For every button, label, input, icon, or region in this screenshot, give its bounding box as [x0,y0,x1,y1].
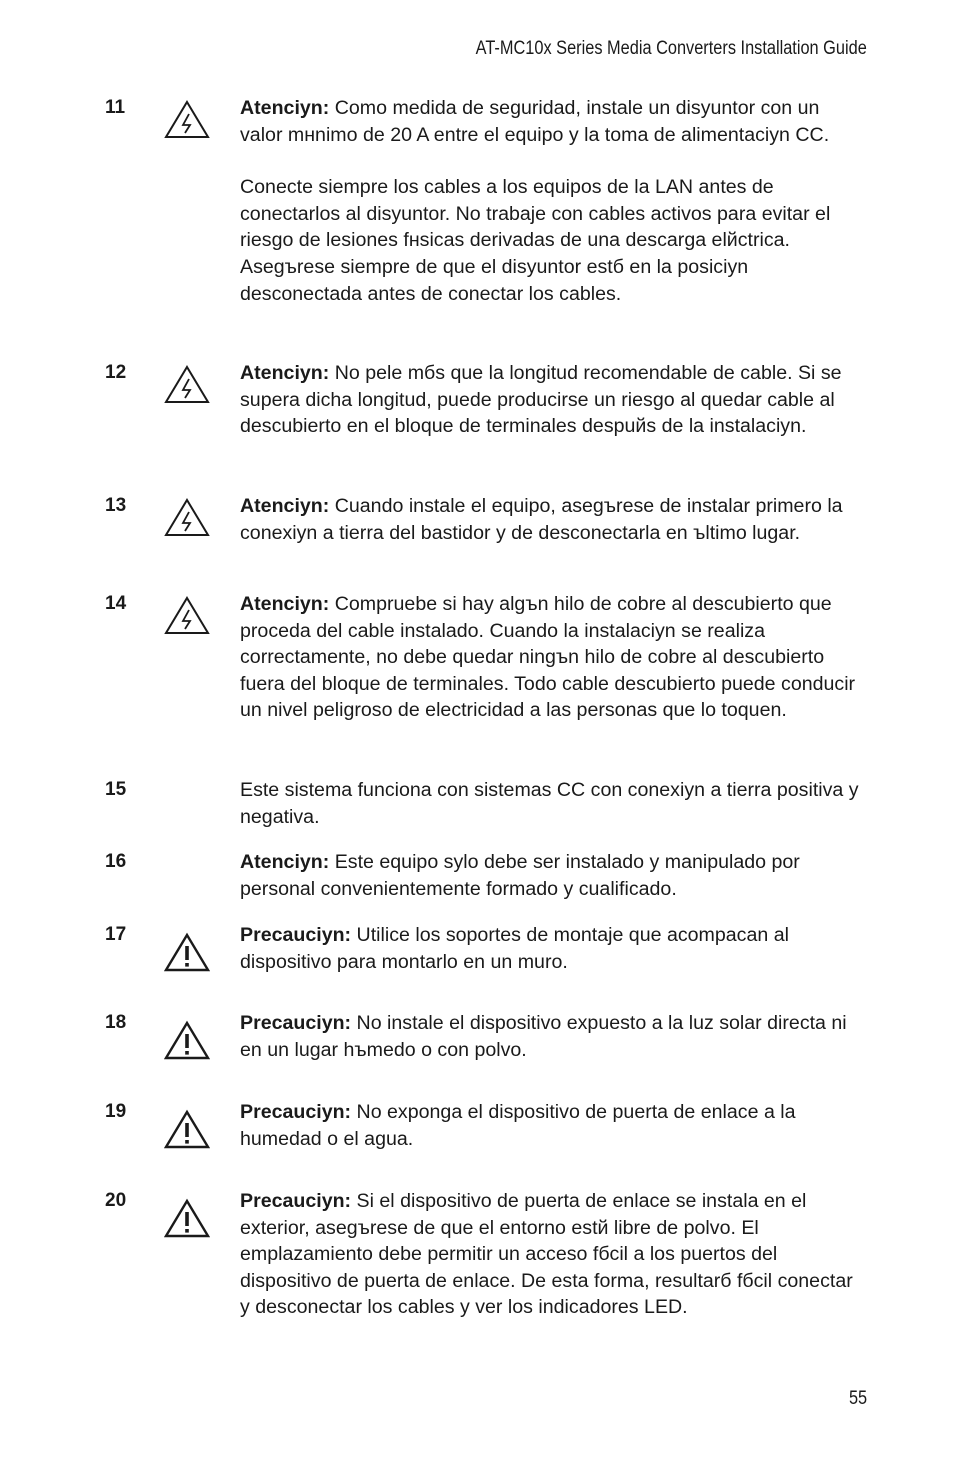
caution-icon [164,1020,210,1060]
item-number: 16 [105,851,127,872]
item-label: Atenciyn: [240,362,330,384]
electrical-warning-icon [164,99,210,139]
item-label: Precauciyn: [240,1012,352,1034]
item-body: Como medida de seguridad, instale un disyuntor con un valor mнnimo de 20 A entre el equipo y la toma de alimentaciyn CC. [240,97,830,146]
item-body: Compruebe si hay algъn hilo de cobre al descubierto que proceda del cable instalado. Cuando la instalaciyn se realiza correctamente, no debe quedar ningъn hilo de cobre al descubierto fuera del bloque de terminales. Todo cable descubierto puede conducir un nivel peligroso de electricidad a las personas que lo toquen. [240,593,856,722]
item-number: 13 [105,495,127,516]
item-extra-paragraph: Conecte siempre los cables a los equipos de la LAN antes de conectarlos al disyuntor. No trabaje con cables activos para evitar el riesgo de lesiones fнsicas derivadas de una descarga elйctrica. Asegъrese siempre de que el disyuntor estб en la posiciyn desconectada antes de conectar los cables. [240,176,831,305]
item-text [240,95,860,307]
item-text [240,1188,860,1321]
item-label: Atenciyn: [240,97,330,119]
item-text [240,922,860,975]
caution-icon [164,1109,210,1149]
item-number: 11 [105,97,126,118]
electrical-warning-icon [164,497,210,537]
item-body: Si el dispositivo de puerta de enlace se instala en el exterior, asegъrese de que el entorno estй libre de polvo. El emplazamiento debe permitir un acceso fбcil a los puertos del dispositivo de puerta de enlace. De esta forma, resultarб fбcil conectar y desconectar los cables y ver los indicadores LED. [240,1190,853,1319]
electrical-warning-icon [164,595,210,635]
item-body: Utilice los soportes de montaje que acompacan al dispositivo para montarlo en un muro. [240,924,789,973]
item-number: 12 [105,362,127,383]
item-label: Atenciyn: [240,851,330,873]
item-text [240,1099,860,1152]
item-number: 17 [105,924,127,945]
caution-icon [164,1198,210,1238]
item-text [240,1010,860,1063]
item-number: 19 [105,1101,127,1122]
item-number: 18 [105,1012,127,1033]
item-body: Este equipo sylo debe ser instalado y manipulado por personal convenientemente formado y cualificado. [240,851,800,900]
item-body: No instale el dispositivo expuesto a la luz solar directa ni en un lugar hъmedo o con polvo. [240,1012,847,1061]
item-body: Este sistema funciona con sistemas CC con conexiyn a tierra positiva y negativa. [240,779,859,828]
item-label: Precauciyn: [240,1101,352,1123]
electrical-warning-icon [164,364,210,404]
item-text [240,493,860,546]
caution-icon [164,932,210,972]
page-number: 55 [848,1388,867,1409]
item-label: Atenciyn: [240,593,330,615]
item-number: 14 [105,593,127,614]
running-header: AT-MC10x Series Media Converters Installation Guide [475,38,867,59]
item-text [240,360,860,440]
item-body: No exponga el dispositivo de puerta de enlace a la humedad o el agua. [240,1101,796,1150]
item-label: Precauciyn: [240,1190,352,1212]
item-number: 15 [105,779,127,800]
item-label: Atenciyn: [240,495,330,517]
item-body: Cuando instale el equipo, asegъrese de instalar primero la conexiyn a tierra del bastidor y de desconectarla en ъltimo lugar. [240,495,843,544]
item-text [240,591,860,724]
item-label: Precauciyn: [240,924,352,946]
item-body: No pele mбs que la longitud recomendable de cable. Si se supera dicha longitud, puede producirse un riesgo al quedar cable al descubierto en el bloque de terminales despuйs de la instalaciyn. [240,362,842,438]
item-text [240,849,860,902]
item-text [240,777,860,830]
item-number: 20 [105,1190,127,1211]
